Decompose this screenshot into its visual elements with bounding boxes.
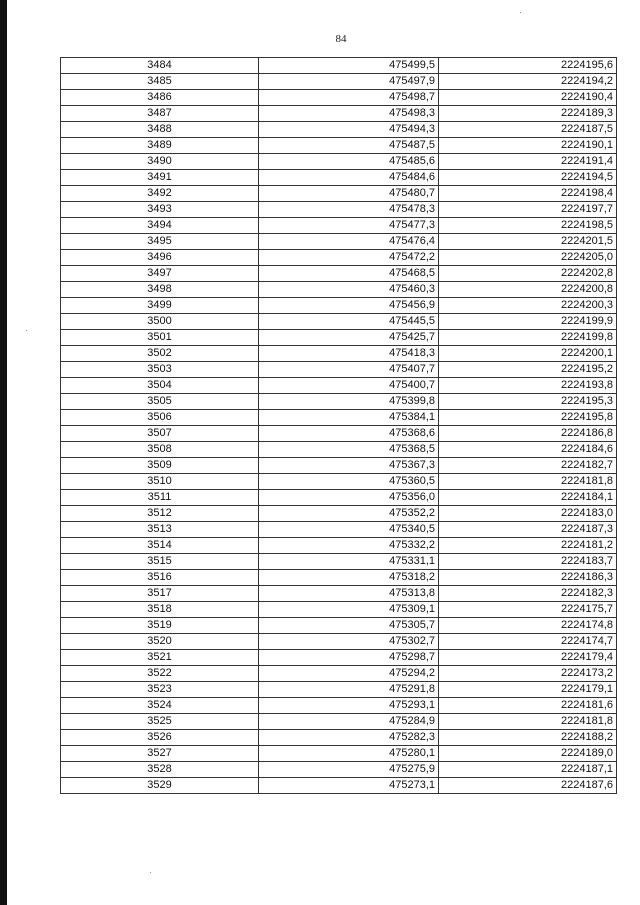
y-coordinate-cell: 2224187,1 xyxy=(439,762,617,778)
y-coordinate-cell: 2224191,4 xyxy=(439,154,617,170)
point-number-cell: 3522 xyxy=(61,666,259,682)
table-row xyxy=(61,634,617,650)
coordinates-table xyxy=(60,57,617,794)
y-coordinate-cell: 2224199,9 xyxy=(439,314,617,330)
point-number-cell: 3513 xyxy=(61,522,259,538)
point-number-cell: 3512 xyxy=(61,506,259,522)
x-coordinate-cell: 475499,5 xyxy=(259,58,439,74)
x-coordinate-cell: 475480,7 xyxy=(259,186,439,202)
table-row xyxy=(61,394,617,410)
point-number-cell: 3526 xyxy=(61,730,259,746)
x-coordinate-cell: 475275,9 xyxy=(259,762,439,778)
point-number-cell: 3485 xyxy=(61,74,259,90)
point-number-cell: 3508 xyxy=(61,442,259,458)
point-number-cell: 3505 xyxy=(61,394,259,410)
point-number-cell: 3514 xyxy=(61,538,259,554)
x-coordinate-cell: 475318,2 xyxy=(259,570,439,586)
y-coordinate-cell: 2224182,3 xyxy=(439,586,617,602)
y-coordinate-cell: 2224183,0 xyxy=(439,506,617,522)
y-coordinate-cell: 2224202,8 xyxy=(439,266,617,282)
x-coordinate-cell: 475356,0 xyxy=(259,490,439,506)
x-coordinate-cell: 475497,9 xyxy=(259,74,439,90)
point-number-cell: 3524 xyxy=(61,698,259,714)
x-coordinate-cell: 475476,4 xyxy=(259,234,439,250)
x-coordinate-cell: 475456,9 xyxy=(259,298,439,314)
y-coordinate-cell: 2224194,2 xyxy=(439,74,617,90)
table-row xyxy=(61,538,617,554)
table-row xyxy=(61,730,617,746)
y-coordinate-cell: 2224199,8 xyxy=(439,330,617,346)
y-coordinate-cell: 2224198,5 xyxy=(439,218,617,234)
x-coordinate-cell: 475340,5 xyxy=(259,522,439,538)
y-coordinate-cell: 2224195,3 xyxy=(439,394,617,410)
point-number-cell: 3520 xyxy=(61,634,259,650)
y-coordinate-cell: 2224201,5 xyxy=(439,234,617,250)
point-number-cell: 3519 xyxy=(61,618,259,634)
x-coordinate-cell: 475484,6 xyxy=(259,170,439,186)
point-number-cell: 3504 xyxy=(61,378,259,394)
y-coordinate-cell: 2224181,6 xyxy=(439,698,617,714)
point-number-cell: 3487 xyxy=(61,106,259,122)
table-row xyxy=(61,266,617,282)
table-row xyxy=(61,202,617,218)
point-number-cell: 3486 xyxy=(61,90,259,106)
table-row xyxy=(61,58,617,74)
table-row xyxy=(61,618,617,634)
table-row xyxy=(61,74,617,90)
y-coordinate-cell: 2224195,8 xyxy=(439,410,617,426)
point-number-cell: 3523 xyxy=(61,682,259,698)
table-row xyxy=(61,698,617,714)
table-row xyxy=(61,586,617,602)
x-coordinate-cell: 475293,1 xyxy=(259,698,439,714)
x-coordinate-cell: 475280,1 xyxy=(259,746,439,762)
table-row xyxy=(61,106,617,122)
table-row xyxy=(61,778,617,794)
y-coordinate-cell: 2224195,2 xyxy=(439,362,617,378)
table-row xyxy=(61,122,617,138)
x-coordinate-cell: 475477,3 xyxy=(259,218,439,234)
x-coordinate-cell: 475294,2 xyxy=(259,666,439,682)
y-coordinate-cell: 2224173,2 xyxy=(439,666,617,682)
table-row xyxy=(61,218,617,234)
table-row xyxy=(61,170,617,186)
table-row xyxy=(61,378,617,394)
point-number-cell: 3503 xyxy=(61,362,259,378)
y-coordinate-cell: 2224184,6 xyxy=(439,442,617,458)
point-number-cell: 3516 xyxy=(61,570,259,586)
y-coordinate-cell: 2224186,3 xyxy=(439,570,617,586)
y-coordinate-cell: 2224200,8 xyxy=(439,282,617,298)
x-coordinate-cell: 475468,5 xyxy=(259,266,439,282)
y-coordinate-cell: 2224197,7 xyxy=(439,202,617,218)
x-coordinate-cell: 475498,3 xyxy=(259,106,439,122)
y-coordinate-cell: 2224190,1 xyxy=(439,138,617,154)
table-row xyxy=(61,186,617,202)
point-number-cell: 3502 xyxy=(61,346,259,362)
x-coordinate-cell: 475485,6 xyxy=(259,154,439,170)
x-coordinate-cell: 475332,2 xyxy=(259,538,439,554)
table-row xyxy=(61,362,617,378)
y-coordinate-cell: 2224189,0 xyxy=(439,746,617,762)
point-number-cell: 3488 xyxy=(61,122,259,138)
point-number-cell: 3525 xyxy=(61,714,259,730)
x-coordinate-cell: 475418,3 xyxy=(259,346,439,362)
point-number-cell: 3509 xyxy=(61,458,259,474)
point-number-cell: 3507 xyxy=(61,426,259,442)
point-number-cell: 3511 xyxy=(61,490,259,506)
y-coordinate-cell: 2224184,1 xyxy=(439,490,617,506)
table-row xyxy=(61,458,617,474)
point-number-cell: 3529 xyxy=(61,778,259,794)
x-coordinate-cell: 475472,2 xyxy=(259,250,439,266)
table-row xyxy=(61,650,617,666)
y-coordinate-cell: 2224198,4 xyxy=(439,186,617,202)
y-coordinate-cell: 2224175,7 xyxy=(439,602,617,618)
y-coordinate-cell: 2224187,6 xyxy=(439,778,617,794)
point-number-cell: 3491 xyxy=(61,170,259,186)
scan-speck xyxy=(520,12,521,13)
point-number-cell: 3492 xyxy=(61,186,259,202)
y-coordinate-cell: 2224181,2 xyxy=(439,538,617,554)
y-coordinate-cell: 2224190,4 xyxy=(439,90,617,106)
x-coordinate-cell: 475273,1 xyxy=(259,778,439,794)
x-coordinate-cell: 475282,3 xyxy=(259,730,439,746)
table-row xyxy=(61,666,617,682)
x-coordinate-cell: 475498,7 xyxy=(259,90,439,106)
scan-speck xyxy=(150,872,151,873)
point-number-cell: 3500 xyxy=(61,314,259,330)
y-coordinate-cell: 2224200,3 xyxy=(439,298,617,314)
y-coordinate-cell: 2224181,8 xyxy=(439,474,617,490)
table-row xyxy=(61,154,617,170)
table-row xyxy=(61,234,617,250)
x-coordinate-cell: 475305,7 xyxy=(259,618,439,634)
x-coordinate-cell: 475302,7 xyxy=(259,634,439,650)
y-coordinate-cell: 2224195,6 xyxy=(439,58,617,74)
x-coordinate-cell: 475407,7 xyxy=(259,362,439,378)
x-coordinate-cell: 475298,7 xyxy=(259,650,439,666)
scan-speck xyxy=(26,330,27,331)
point-number-cell: 3489 xyxy=(61,138,259,154)
y-coordinate-cell: 2224200,1 xyxy=(439,346,617,362)
x-coordinate-cell: 475309,1 xyxy=(259,602,439,618)
point-number-cell: 3510 xyxy=(61,474,259,490)
table-row xyxy=(61,746,617,762)
x-coordinate-cell: 475313,8 xyxy=(259,586,439,602)
x-coordinate-cell: 475399,8 xyxy=(259,394,439,410)
table-row xyxy=(61,554,617,570)
x-coordinate-cell: 475400,7 xyxy=(259,378,439,394)
y-coordinate-cell: 2224188,2 xyxy=(439,730,617,746)
point-number-cell: 3495 xyxy=(61,234,259,250)
point-number-cell: 3493 xyxy=(61,202,259,218)
y-coordinate-cell: 2224205,0 xyxy=(439,250,617,266)
point-number-cell: 3490 xyxy=(61,154,259,170)
y-coordinate-cell: 2224194,5 xyxy=(439,170,617,186)
point-number-cell: 3521 xyxy=(61,650,259,666)
table-row xyxy=(61,426,617,442)
point-number-cell: 3497 xyxy=(61,266,259,282)
point-number-cell: 3515 xyxy=(61,554,259,570)
table-row xyxy=(61,442,617,458)
x-coordinate-cell: 475360,5 xyxy=(259,474,439,490)
table-row xyxy=(61,570,617,586)
point-number-cell: 3501 xyxy=(61,330,259,346)
x-coordinate-cell: 475368,5 xyxy=(259,442,439,458)
point-number-cell: 3517 xyxy=(61,586,259,602)
table-row xyxy=(61,522,617,538)
x-coordinate-cell: 475331,1 xyxy=(259,554,439,570)
table-row xyxy=(61,506,617,522)
table-row xyxy=(61,714,617,730)
x-coordinate-cell: 475478,3 xyxy=(259,202,439,218)
table-row xyxy=(61,682,617,698)
table-row xyxy=(61,330,617,346)
table-row xyxy=(61,282,617,298)
point-number-cell: 3518 xyxy=(61,602,259,618)
y-coordinate-cell: 2224186,8 xyxy=(439,426,617,442)
table-row xyxy=(61,410,617,426)
y-coordinate-cell: 2224193,8 xyxy=(439,378,617,394)
x-coordinate-cell: 475494,3 xyxy=(259,122,439,138)
table-row xyxy=(61,298,617,314)
table-row xyxy=(61,90,617,106)
point-number-cell: 3484 xyxy=(61,58,259,74)
table-row xyxy=(61,762,617,778)
x-coordinate-cell: 475384,1 xyxy=(259,410,439,426)
table-row xyxy=(61,314,617,330)
point-number-cell: 3528 xyxy=(61,762,259,778)
y-coordinate-cell: 2224179,4 xyxy=(439,650,617,666)
page-number: 84 xyxy=(335,33,347,45)
table-row xyxy=(61,602,617,618)
y-coordinate-cell: 2224174,7 xyxy=(439,634,617,650)
x-coordinate-cell: 475291,8 xyxy=(259,682,439,698)
x-coordinate-cell: 475367,3 xyxy=(259,458,439,474)
point-number-cell: 3494 xyxy=(61,218,259,234)
x-coordinate-cell: 475352,2 xyxy=(259,506,439,522)
point-number-cell: 3498 xyxy=(61,282,259,298)
point-number-cell: 3527 xyxy=(61,746,259,762)
y-coordinate-cell: 2224183,7 xyxy=(439,554,617,570)
scan-edge-bar xyxy=(0,0,7,905)
x-coordinate-cell: 475460,3 xyxy=(259,282,439,298)
point-number-cell: 3496 xyxy=(61,250,259,266)
x-coordinate-cell: 475368,6 xyxy=(259,426,439,442)
table-row xyxy=(61,250,617,266)
y-coordinate-cell: 2224179,1 xyxy=(439,682,617,698)
y-coordinate-cell: 2224174,8 xyxy=(439,618,617,634)
y-coordinate-cell: 2224181,8 xyxy=(439,714,617,730)
table-row xyxy=(61,490,617,506)
x-coordinate-cell: 475284,9 xyxy=(259,714,439,730)
table-row xyxy=(61,346,617,362)
y-coordinate-cell: 2224187,5 xyxy=(439,122,617,138)
x-coordinate-cell: 475445,5 xyxy=(259,314,439,330)
y-coordinate-cell: 2224189,3 xyxy=(439,106,617,122)
x-coordinate-cell: 475487,5 xyxy=(259,138,439,154)
coordinates-table-body xyxy=(61,58,617,794)
x-coordinate-cell: 475425,7 xyxy=(259,330,439,346)
y-coordinate-cell: 2224182,7 xyxy=(439,458,617,474)
table-row xyxy=(61,474,617,490)
table-row xyxy=(61,138,617,154)
point-number-cell: 3499 xyxy=(61,298,259,314)
y-coordinate-cell: 2224187,3 xyxy=(439,522,617,538)
point-number-cell: 3506 xyxy=(61,410,259,426)
